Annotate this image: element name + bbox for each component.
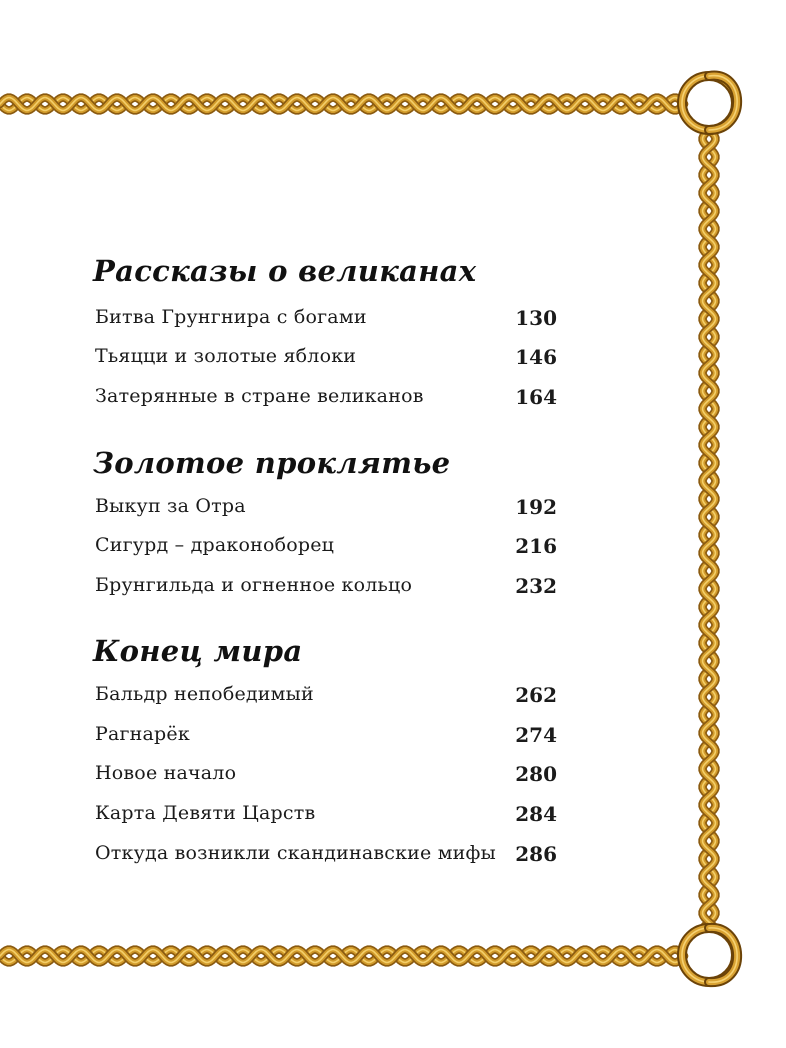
- entry-title: Тьяцци и золотые яблоки: [95, 345, 357, 367]
- section-title: Золотое проклятье: [93, 446, 451, 480]
- entry-page-number: 280: [515, 762, 557, 786]
- entry-title: Сигурд – драконоборец: [95, 534, 335, 556]
- entry-page-number: 262: [515, 683, 557, 707]
- entry-title: Брунгильда и огненное кольцо: [95, 574, 413, 596]
- toc-entry[interactable]: [95, 385, 557, 411]
- entry-title: Бальдр непобедимый: [95, 683, 314, 705]
- entry-title: Откуда возникли скандинавские мифы: [95, 842, 496, 864]
- section-title: Конец мира: [93, 634, 303, 668]
- toc-entry[interactable]: [95, 762, 557, 788]
- toc-entry[interactable]: [95, 842, 557, 868]
- entry-page-number: 274: [515, 723, 557, 747]
- toc-entry[interactable]: [95, 802, 557, 828]
- entry-title: Рагнарёк: [95, 723, 190, 745]
- toc-entry[interactable]: [95, 306, 557, 332]
- toc-entry[interactable]: [95, 534, 557, 560]
- toc-entry[interactable]: [95, 574, 557, 600]
- entry-title: Новое начало: [95, 762, 237, 784]
- entry-page-number: 284: [515, 802, 557, 826]
- entry-page-number: 192: [515, 495, 557, 519]
- entry-page-number: 130: [515, 306, 557, 330]
- section-title: Рассказы о великанах: [93, 254, 477, 288]
- toc-entry[interactable]: [95, 683, 557, 709]
- entry-title: Затерянные в стране великанов: [95, 385, 424, 407]
- entry-page-number: 286: [515, 842, 557, 866]
- entry-page-number: 232: [515, 574, 557, 598]
- toc-entry[interactable]: [95, 723, 557, 749]
- entry-title: Выкуп за Отра: [95, 495, 246, 517]
- toc-entry[interactable]: [95, 495, 557, 521]
- entry-page-number: 164: [515, 385, 557, 409]
- entry-page-number: 216: [515, 534, 557, 558]
- entry-title: Карта Девяти Царств: [95, 802, 316, 824]
- entry-page-number: 146: [515, 345, 557, 369]
- entry-title: Битва Грунгнира с богами: [95, 306, 367, 328]
- toc-entry[interactable]: [95, 345, 557, 371]
